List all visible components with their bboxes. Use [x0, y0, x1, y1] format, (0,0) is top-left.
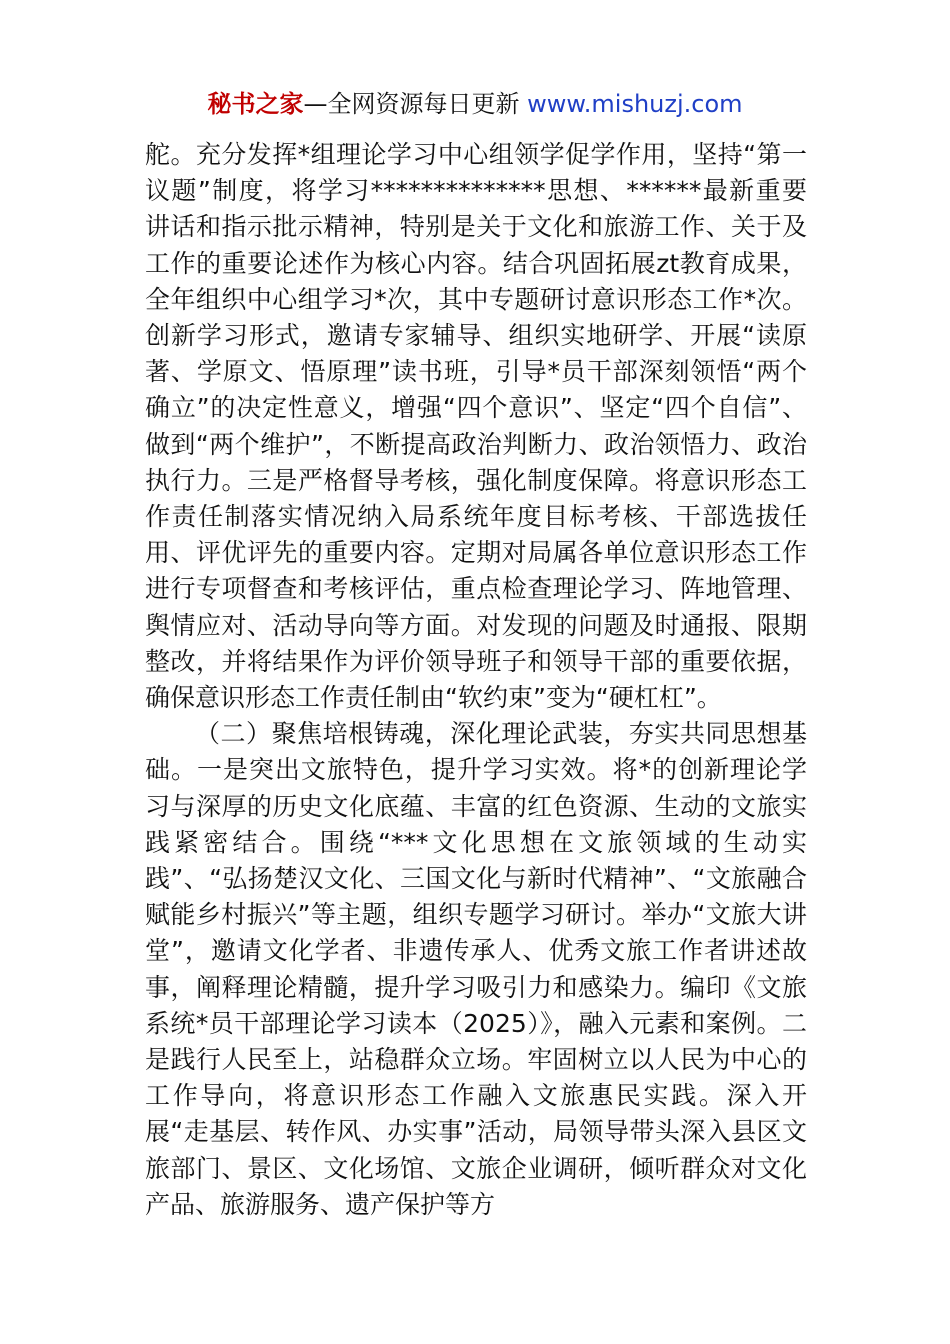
- brand-name: 秘书之家: [207, 90, 304, 118]
- document-body: [145, 137, 807, 1223]
- paragraph-section-two: （二）聚焦培根铸魂，深化理论武装，夯实共同思想基础。一是突出文旅特色，提升学习实效。将*的创新理论学习与深厚的历史文化底蕴、丰富的红色资源、生动的文旅实践紧密结合。围绕“***文化思想在文旅领域的生动实践”、“弘扬楚汉文化、三国文化与新时代精神”、“文旅融合赋能乡村振兴”等主题，组织专题学习研讨。举办“文旅大讲堂”，邀请文化学者、非遗传承人、优秀文旅工作者讲述故事，阐释理论精髓，提升学习吸引力和感染力。编印《文旅系统*员干部理论学习读本（2025）》，融入元素和案例。二是践行人民至上，站稳群众立场。牢固树立以人民为中心的工作导向，将意识形态工作融入文旅惠民实践。深入开展“走基层、转作风、办实事”活动，局领导带头深入县区文旅部门、景区、文化场馆、文旅企业调研，倾听群众对文化产品、旅游服务、遗产保护等方: [145, 719, 807, 1219]
- paragraph-continued: 舵。充分发挥*组理论学习中心组领学促学作用，坚持“第一议题”制度，将学习**************思想、******最新重要讲话和指示批示精神，特别是关于文化和旅游工作、关于及工作的重要论述作为核心内容。结合巩固拓展zt教育成果，全年组织中心组学习*次，其中专题研讨意识形态工作*次。创新学习形式，邀请专家辅导、组织实地研学、开展“读原著、学原文、悟原理”读书班，引导*员干部深刻领悟“两个确立”的决定性意义，增强“四个意识”、坚定“四个自信”、做到“两个维护”，不断提高政治判断力、政治领悟力、政治执行力。三是严格督导考核，强化制度保障。将意识形态工作责任制落实情况纳入局系统年度目标考核、干部选拔任用、评优评先的重要内容。定期对局属各单位意识形态工作进行专项督查和考核评估，重点检查理论学习、阵地管理、舆情应对、活动导向等方面。对发现的问题及时通报、限期整改，并将结果作为评价领导班子和领导干部的重要依据，确保意识形态工作责任制由“软约束”变为“硬杠杠”。: [145, 140, 807, 713]
- header-tagline: —全网资源每日更新: [303, 90, 528, 118]
- site-url[interactable]: www.mishuzj.com: [527, 90, 743, 118]
- site-header: [0, 86, 950, 122]
